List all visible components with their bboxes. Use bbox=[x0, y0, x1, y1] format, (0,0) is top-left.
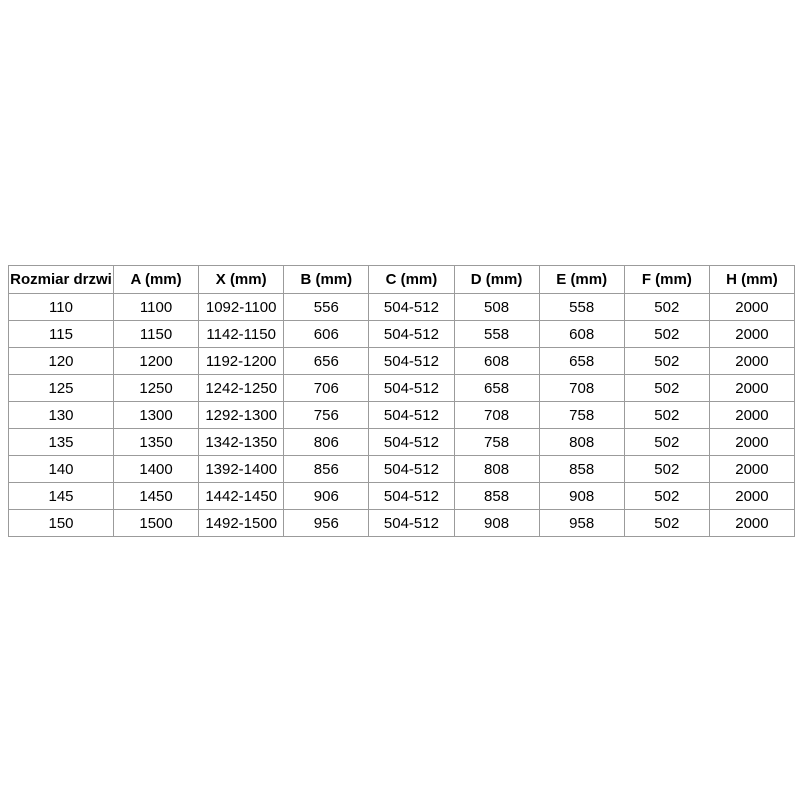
table-cell: 908 bbox=[539, 483, 624, 510]
table-row bbox=[9, 348, 795, 375]
table-cell: 756 bbox=[284, 402, 369, 429]
table-cell: 504-512 bbox=[369, 510, 454, 537]
table-cell: 504-512 bbox=[369, 456, 454, 483]
table-cell: 758 bbox=[539, 402, 624, 429]
table-cell: 115 bbox=[9, 321, 114, 348]
table-cell: 858 bbox=[454, 483, 539, 510]
table-row bbox=[9, 510, 795, 537]
table-cell: 1150 bbox=[114, 321, 199, 348]
table-cell: 708 bbox=[539, 375, 624, 402]
table-cell: 1242-1250 bbox=[199, 375, 284, 402]
table-cell: 502 bbox=[624, 429, 709, 456]
table-cell: 808 bbox=[539, 429, 624, 456]
table-cell: 145 bbox=[9, 483, 114, 510]
table-cell: 504-512 bbox=[369, 294, 454, 321]
table-cell: 2000 bbox=[709, 294, 794, 321]
table-cell: 125 bbox=[9, 375, 114, 402]
table-cell: 1300 bbox=[114, 402, 199, 429]
table-cell: 1392-1400 bbox=[199, 456, 284, 483]
table-cell: 2000 bbox=[709, 375, 794, 402]
table-body bbox=[9, 294, 795, 537]
table-cell: 140 bbox=[9, 456, 114, 483]
table-cell: 2000 bbox=[709, 402, 794, 429]
table-cell: 502 bbox=[624, 294, 709, 321]
table-cell: 1250 bbox=[114, 375, 199, 402]
table-cell: 504-512 bbox=[369, 483, 454, 510]
table-cell: 856 bbox=[284, 456, 369, 483]
table-cell: 502 bbox=[624, 375, 709, 402]
table-cell: 502 bbox=[624, 510, 709, 537]
table-cell: 1500 bbox=[114, 510, 199, 537]
table-row bbox=[9, 321, 795, 348]
table-row bbox=[9, 456, 795, 483]
table-cell: 758 bbox=[454, 429, 539, 456]
table-cell: 558 bbox=[454, 321, 539, 348]
column-header: X (mm) bbox=[199, 266, 284, 294]
table-cell: 130 bbox=[9, 402, 114, 429]
table-cell: 958 bbox=[539, 510, 624, 537]
table-cell: 150 bbox=[9, 510, 114, 537]
table-cell: 110 bbox=[9, 294, 114, 321]
table-cell: 2000 bbox=[709, 429, 794, 456]
column-header: C (mm) bbox=[369, 266, 454, 294]
table-cell: 1492-1500 bbox=[199, 510, 284, 537]
table-cell: 2000 bbox=[709, 348, 794, 375]
table-cell: 502 bbox=[624, 321, 709, 348]
table-cell: 556 bbox=[284, 294, 369, 321]
column-header: F (mm) bbox=[624, 266, 709, 294]
table-cell: 2000 bbox=[709, 321, 794, 348]
table-cell: 858 bbox=[539, 456, 624, 483]
column-header: B (mm) bbox=[284, 266, 369, 294]
table-cell: 708 bbox=[454, 402, 539, 429]
table-cell: 504-512 bbox=[369, 429, 454, 456]
table-cell: 502 bbox=[624, 483, 709, 510]
table-cell: 1292-1300 bbox=[199, 402, 284, 429]
table-row bbox=[9, 402, 795, 429]
table-header bbox=[9, 266, 795, 294]
table-cell: 1350 bbox=[114, 429, 199, 456]
table-cell: 2000 bbox=[709, 483, 794, 510]
table-cell: 502 bbox=[624, 456, 709, 483]
column-header: D (mm) bbox=[454, 266, 539, 294]
table-row bbox=[9, 483, 795, 510]
table-cell: 1200 bbox=[114, 348, 199, 375]
door-dimensions-table-container bbox=[8, 265, 795, 537]
column-header: H (mm) bbox=[709, 266, 794, 294]
table-cell: 656 bbox=[284, 348, 369, 375]
table-cell: 502 bbox=[624, 402, 709, 429]
table-cell: 2000 bbox=[709, 510, 794, 537]
table-cell: 120 bbox=[9, 348, 114, 375]
table-cell: 1192-1200 bbox=[199, 348, 284, 375]
header-row bbox=[9, 266, 795, 294]
column-header: A (mm) bbox=[114, 266, 199, 294]
table-cell: 658 bbox=[539, 348, 624, 375]
table-cell: 1092-1100 bbox=[199, 294, 284, 321]
column-header: E (mm) bbox=[539, 266, 624, 294]
table-cell: 508 bbox=[454, 294, 539, 321]
table-cell: 2000 bbox=[709, 456, 794, 483]
table-cell: 504-512 bbox=[369, 348, 454, 375]
table-cell: 504-512 bbox=[369, 321, 454, 348]
table-cell: 608 bbox=[539, 321, 624, 348]
door-dimensions-table bbox=[8, 265, 795, 537]
table-cell: 706 bbox=[284, 375, 369, 402]
table-cell: 502 bbox=[624, 348, 709, 375]
table-cell: 806 bbox=[284, 429, 369, 456]
column-header: Rozmiar drzwi bbox=[9, 266, 114, 294]
table-cell: 135 bbox=[9, 429, 114, 456]
table-cell: 1342-1350 bbox=[199, 429, 284, 456]
table-cell: 1400 bbox=[114, 456, 199, 483]
table-row bbox=[9, 294, 795, 321]
table-cell: 608 bbox=[454, 348, 539, 375]
table-cell: 1100 bbox=[114, 294, 199, 321]
table-row bbox=[9, 429, 795, 456]
table-cell: 658 bbox=[454, 375, 539, 402]
table-cell: 606 bbox=[284, 321, 369, 348]
table-row bbox=[9, 375, 795, 402]
table-cell: 1450 bbox=[114, 483, 199, 510]
table-cell: 504-512 bbox=[369, 402, 454, 429]
table-cell: 1142-1150 bbox=[199, 321, 284, 348]
table-cell: 808 bbox=[454, 456, 539, 483]
table-cell: 908 bbox=[454, 510, 539, 537]
table-cell: 1442-1450 bbox=[199, 483, 284, 510]
table-cell: 504-512 bbox=[369, 375, 454, 402]
table-cell: 956 bbox=[284, 510, 369, 537]
table-cell: 558 bbox=[539, 294, 624, 321]
table-cell: 906 bbox=[284, 483, 369, 510]
